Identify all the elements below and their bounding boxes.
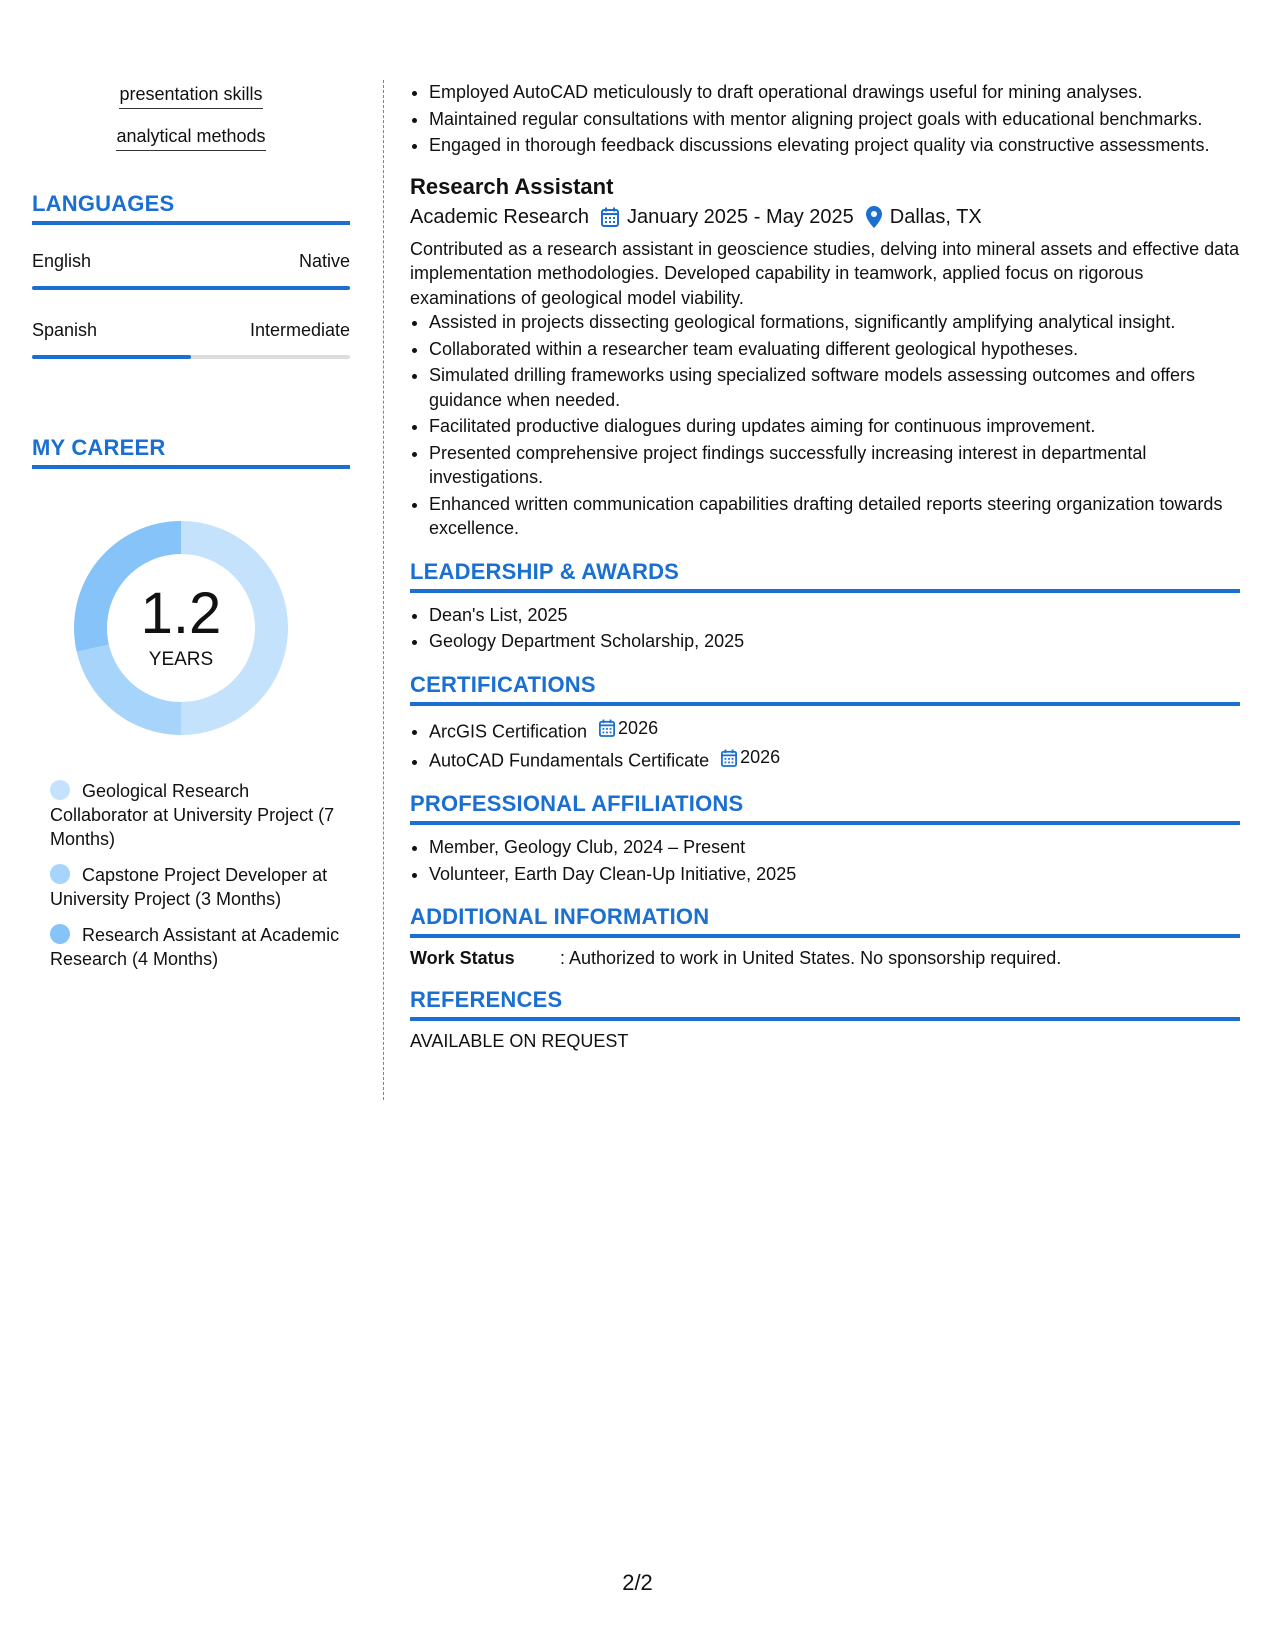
language-level: Native bbox=[298, 251, 350, 271]
right-column bbox=[410, 80, 1240, 1052]
affiliation-item: • Member, Geology Club, 2024 – Present bbox=[429, 835, 1240, 860]
column-divider bbox=[383, 80, 384, 1100]
calendar-icon bbox=[601, 207, 619, 227]
job-entry bbox=[410, 174, 1240, 541]
language-bar-fill bbox=[32, 286, 350, 290]
job-summary: Contributed as a research assistant in geoscience studies, delving into mineral assets and effective data implementation methodologies. Developed capability in teamwork, applied focus on rigorous examinations of geological model viability. bbox=[410, 238, 1240, 308]
legend-label: Research Assistant at Academic Research (4 Months) bbox=[50, 925, 340, 969]
career-total-unit: YEARS bbox=[148, 649, 214, 670]
legend-label: Capstone Project Developer at University Project (3 Months) bbox=[50, 865, 328, 909]
career-legend bbox=[50, 779, 340, 971]
language-row bbox=[32, 320, 350, 341]
bullet-item: • Collaborated within a researcher team evaluating different geological hypotheses. bbox=[429, 337, 1240, 362]
references-section bbox=[410, 987, 1240, 1052]
additional-info-title: ADDITIONAL INFORMATION bbox=[410, 904, 1240, 938]
career-donut-chart bbox=[66, 513, 296, 743]
bullet-item: • Engaged in thorough feedback discussions elevating project quality via constructive assessments. bbox=[429, 133, 1240, 158]
legend-dot bbox=[50, 924, 70, 944]
calendar-icon bbox=[721, 749, 737, 767]
left-column bbox=[32, 84, 350, 983]
references-title: REFERENCES bbox=[410, 987, 1240, 1021]
legend-item bbox=[50, 863, 340, 911]
job-dates: January 2025 - May 2025 bbox=[626, 205, 854, 228]
language-name: Spanish bbox=[32, 320, 98, 340]
award-item: • Dean's List, 2025 bbox=[429, 603, 1240, 628]
job-title: Research Assistant bbox=[410, 173, 614, 199]
certification-item bbox=[429, 716, 1240, 744]
references-text: AVAILABLE ON REQUEST bbox=[410, 1031, 629, 1051]
calendar-icon bbox=[599, 719, 615, 737]
career-total-value: 1.2 bbox=[140, 581, 222, 646]
languages-title: LANGUAGES bbox=[32, 191, 350, 225]
work-status-row bbox=[410, 948, 1240, 969]
certifications-title: CERTIFICATIONS bbox=[410, 672, 1240, 706]
certifications-section bbox=[410, 672, 1240, 774]
legend-dot bbox=[50, 780, 70, 800]
certification-name: AutoCAD Fundamentals Certificate bbox=[429, 750, 710, 771]
language-bar-track bbox=[32, 286, 350, 290]
job-bullets bbox=[410, 310, 1240, 541]
bullet-item: • Facilitated productive dialogues during updates aiming for continuous improvement. bbox=[429, 414, 1240, 439]
job-location: Dallas, TX bbox=[889, 205, 982, 228]
additional-info-section bbox=[410, 904, 1240, 969]
languages-section bbox=[32, 191, 350, 359]
page-number: 2/2 bbox=[622, 1570, 653, 1595]
donut-center bbox=[66, 513, 296, 743]
awards-section bbox=[410, 559, 1240, 654]
work-status-label: Work Status bbox=[410, 948, 515, 968]
legend-item bbox=[50, 779, 340, 851]
skill-item bbox=[32, 126, 350, 151]
job-company: Academic Research bbox=[410, 205, 589, 228]
bullet-item: • Presented comprehensive project findings successfully increasing interest in departmental investigations. bbox=[429, 441, 1240, 490]
language-level: Intermediate bbox=[249, 320, 350, 340]
job-meta bbox=[410, 206, 1240, 229]
bullet-item: • Employed AutoCAD meticulously to draft operational drawings useful for mining analyses. bbox=[429, 80, 1240, 105]
legend-item bbox=[50, 923, 340, 971]
affiliations-title: PROFESSIONAL AFFILIATIONS bbox=[410, 791, 1240, 825]
skill-label: analytical methods bbox=[116, 126, 265, 151]
certification-year: 2026 bbox=[618, 717, 659, 738]
certification-name: ArcGIS Certification bbox=[429, 720, 588, 741]
bullet-item: • Enhanced written communication capabilities drafting detailed reports steering organization towards excellence. bbox=[429, 492, 1240, 541]
bullet-item: • Simulated drilling frameworks using specialized software models assessing outcomes and offers guidance when needed. bbox=[429, 363, 1240, 412]
bullet-item: • Maintained regular consultations with mentor aligning project goals with educational benchmarks. bbox=[429, 107, 1240, 132]
skill-label: presentation skills bbox=[119, 84, 262, 109]
affiliation-item: • Volunteer, Earth Day Clean-Up Initiative, 2025 bbox=[429, 862, 1240, 887]
legend-label: Geological Research Collaborator at University Project (7 Months) bbox=[50, 781, 335, 849]
award-item: • Geology Department Scholarship, 2025 bbox=[429, 629, 1240, 654]
language-name: English bbox=[32, 251, 92, 271]
language-row bbox=[32, 251, 350, 272]
bullet-item: • Assisted in projects dissecting geological formations, significantly amplifying analytical insight. bbox=[429, 310, 1240, 335]
awards-title: LEADERSHIP & AWARDS bbox=[410, 559, 1240, 593]
career-section bbox=[32, 435, 350, 971]
skill-item bbox=[32, 84, 350, 109]
certification-year: 2026 bbox=[740, 747, 781, 768]
affiliations-section bbox=[410, 791, 1240, 886]
location-pin-icon bbox=[866, 206, 882, 228]
work-status-value: : Authorized to work in United States. No sponsorship required. bbox=[560, 948, 1062, 968]
career-title: MY CAREER bbox=[32, 435, 350, 469]
certification-item bbox=[429, 745, 1240, 773]
legend-dot bbox=[50, 864, 70, 884]
language-bar-fill bbox=[32, 355, 191, 359]
prev-job-bullets bbox=[410, 80, 1240, 158]
language-bar-track bbox=[32, 355, 350, 359]
